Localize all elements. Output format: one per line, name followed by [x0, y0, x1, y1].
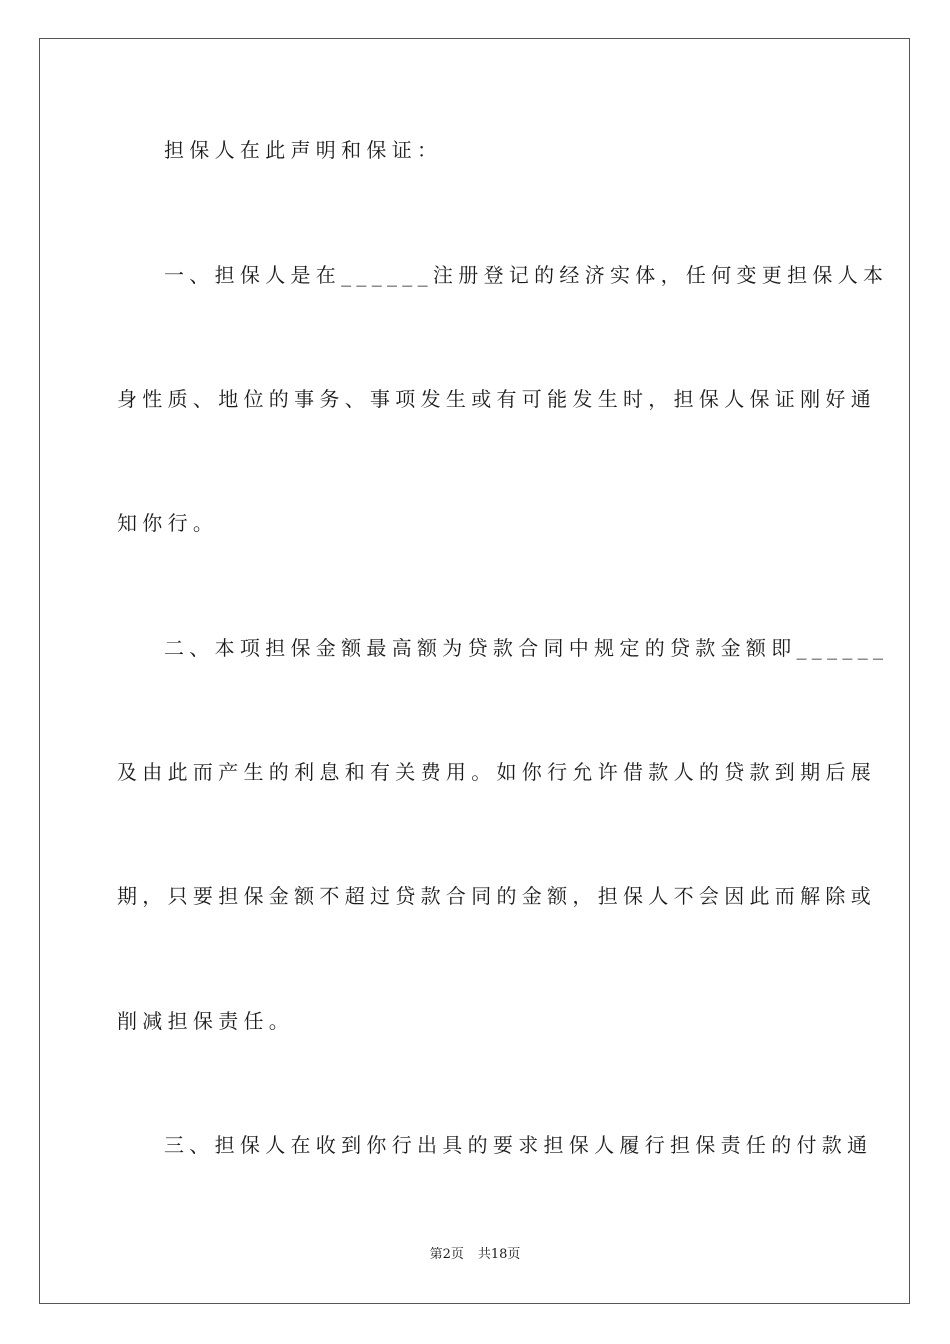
page-footer: [0, 1246, 950, 1264]
clause-2-line-1: 二、本项担保金额最高额为贷款合同中规定的贷款金额即______: [164, 636, 889, 660]
clause-2-line-3: 期，只要担保金额不超过贷款合同的金额，担保人不会因此而解除或: [117, 884, 876, 908]
page-border: [39, 38, 910, 1304]
clause-1-line-1: 一、担保人是在______注册登记的经济实体，任何变更担保人本: [164, 263, 889, 287]
page-number: 第2页: [429, 1247, 464, 1262]
declaration-heading: 担保人在此声明和保证：: [164, 138, 443, 162]
clause-3-line-1: 三、担保人在收到你行出具的要求担保人履行担保责任的付款通: [164, 1133, 873, 1157]
page-total: 共18页: [477, 1247, 521, 1262]
clause-1-line-3: 知你行。: [117, 511, 219, 535]
clause-2-line-4: 削减担保责任。: [117, 1009, 295, 1033]
clause-2-line-2: 及由此而产生的利息和有关费用。如你行允许借款人的贷款到期后展: [117, 760, 876, 784]
clause-1-line-2: 身性质、地位的事务、事项发生或有可能发生时，担保人保证刚好通: [117, 387, 876, 411]
